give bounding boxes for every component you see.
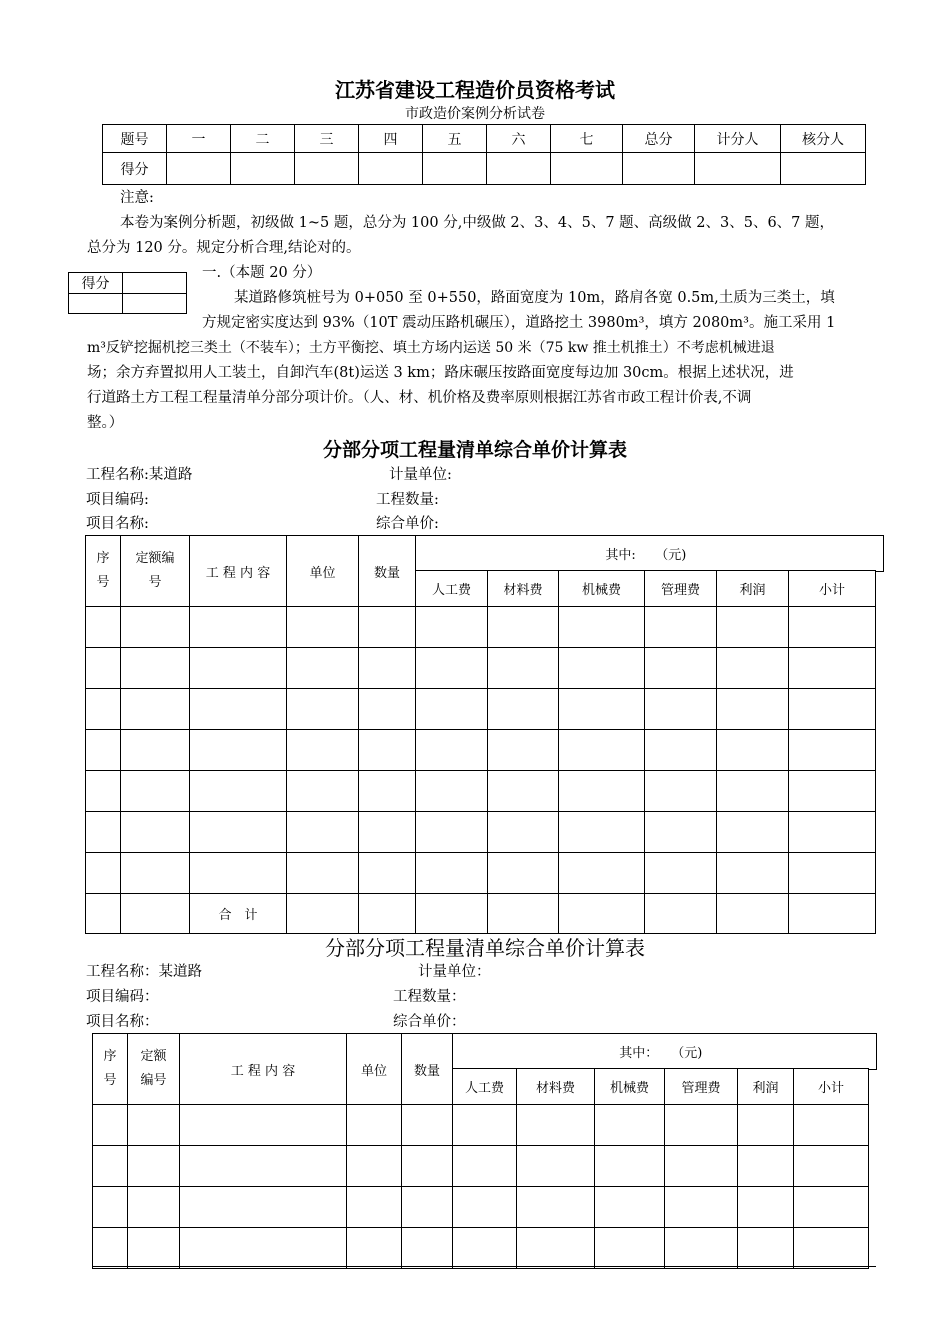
question-line-2: 方规定密实度达到 93%（10T 震动压路机碾压），道路挖土 3980m³，填方 2080m³。施工采用 1 <box>202 315 836 331</box>
col-seq: 序号 <box>93 1034 128 1105</box>
score-input-cell[interactable] <box>623 153 695 185</box>
table-cell[interactable] <box>287 771 359 812</box>
col-group-breakdown: 其中: （元) <box>416 536 876 571</box>
table-cell[interactable] <box>794 1187 869 1228</box>
table-cell[interactable] <box>287 607 359 648</box>
table-cell[interactable] <box>559 853 645 894</box>
score-input-cell[interactable] <box>695 153 781 185</box>
calc2-qty-label: 工程数量： <box>393 989 466 1005</box>
table-cell[interactable] <box>488 812 559 853</box>
table-cell[interactable] <box>86 894 121 934</box>
table-cell[interactable] <box>789 607 876 648</box>
table-cell[interactable] <box>645 812 717 853</box>
table-row <box>86 771 876 812</box>
table-cell[interactable] <box>180 1105 347 1146</box>
table-cell[interactable] <box>416 689 488 730</box>
calc2-price-label: 综合单价： <box>393 1014 466 1030</box>
table-cell[interactable] <box>645 853 717 894</box>
table-cell[interactable] <box>121 853 190 894</box>
table-row <box>86 812 876 853</box>
table-cell[interactable] <box>517 1146 595 1187</box>
calc1-group-box-edge <box>875 535 884 572</box>
table-cell[interactable] <box>416 730 488 771</box>
score-header-cell: 三 <box>295 125 359 153</box>
notes-line-1: 本卷为案例分析题，初级做 1~5 题，总分为 100 分,中级做 2、3、4、5、7 题、高级做 2、3、5、6、7 题， <box>120 215 835 231</box>
table-cell[interactable] <box>645 607 717 648</box>
table-cell[interactable] <box>121 607 190 648</box>
table-cell[interactable] <box>121 689 190 730</box>
table-row <box>86 730 876 771</box>
calc2-group-box-edge <box>868 1033 877 1070</box>
table-cell[interactable] <box>128 1228 180 1269</box>
col-labor: 人工费 <box>416 571 488 607</box>
table-cell[interactable] <box>794 1228 869 1269</box>
table-cell[interactable] <box>488 730 559 771</box>
table-cell[interactable] <box>595 1105 665 1146</box>
score-input-cell[interactable] <box>487 153 551 185</box>
notes-label: 注意: <box>120 190 154 206</box>
table-cell[interactable] <box>347 1146 402 1187</box>
table-cell[interactable] <box>180 1187 347 1228</box>
table-cell[interactable] <box>180 1228 347 1269</box>
table-cell[interactable] <box>717 648 789 689</box>
question-line-1: 某道路修筑桩号为 0+050 至 0+550，路面宽度为 10m，路肩各宽 0.5m,土质为三类土，填 <box>234 290 835 306</box>
table-cell[interactable] <box>287 648 359 689</box>
table-cell[interactable] <box>287 812 359 853</box>
calc2-unit-label: 计量单位： <box>418 964 491 980</box>
table-cell[interactable] <box>86 607 121 648</box>
col-machine: 机械费 <box>595 1069 665 1105</box>
table-cell[interactable] <box>645 689 717 730</box>
calc-table-2 <box>92 1033 869 1269</box>
table-cell[interactable] <box>488 607 559 648</box>
table-cell[interactable] <box>717 607 789 648</box>
total-label: 合 计 <box>190 894 287 934</box>
table-cell[interactable] <box>517 1105 595 1146</box>
col-subtotal: 小计 <box>794 1069 869 1105</box>
table-cell[interactable] <box>190 689 287 730</box>
score-row-label: 得分 <box>103 153 167 185</box>
page-subtitle: 市政造价案例分析试卷 <box>405 106 545 122</box>
col-material: 材料费 <box>488 571 559 607</box>
table-cell[interactable] <box>359 607 416 648</box>
table-row <box>93 1187 869 1228</box>
calc-table-1-title: 分部分项工程量清单综合单价计算表 <box>322 439 627 461</box>
calc2-item-label: 项目名称： <box>86 1014 159 1030</box>
table-cell[interactable] <box>665 1146 738 1187</box>
score-input-cell[interactable] <box>167 153 231 185</box>
calc2-project-name: 工程名称：某道路 <box>86 964 202 980</box>
table-cell[interactable] <box>190 812 287 853</box>
table-cell[interactable] <box>559 771 645 812</box>
table-cell[interactable] <box>488 771 559 812</box>
table-cell[interactable] <box>789 730 876 771</box>
score-header-cell: 五 <box>423 125 487 153</box>
score-input-cell[interactable] <box>781 153 866 185</box>
table-cell[interactable] <box>665 1228 738 1269</box>
table-cell[interactable] <box>789 771 876 812</box>
table-cell[interactable] <box>517 1187 595 1228</box>
table-cell[interactable] <box>93 1187 128 1228</box>
calc-table-2-title: 分部分项工程量清单综合单价计算表 <box>325 936 645 960</box>
calc1-code-label: 项目编码: <box>86 492 149 508</box>
table-cell[interactable] <box>453 1228 517 1269</box>
col-qty: 数量 <box>402 1034 453 1105</box>
table-cell[interactable] <box>665 1105 738 1146</box>
table-cell[interactable] <box>359 730 416 771</box>
score-table <box>102 124 866 185</box>
table-row <box>86 689 876 730</box>
table-cell[interactable] <box>738 1105 794 1146</box>
table-row <box>93 1105 869 1146</box>
table-cell[interactable] <box>190 730 287 771</box>
table-cell[interactable] <box>347 1187 402 1228</box>
table-row <box>86 607 876 648</box>
table-cell[interactable] <box>453 1105 517 1146</box>
table-cell[interactable] <box>645 894 717 934</box>
table-cell[interactable] <box>517 1228 595 1269</box>
table-cell[interactable] <box>86 648 121 689</box>
question-score-label: 得分 <box>69 273 123 294</box>
question-score-blank[interactable] <box>69 294 123 314</box>
score-header-cell: 核分人 <box>781 125 866 153</box>
table-cell[interactable] <box>717 730 789 771</box>
table-cell[interactable] <box>416 853 488 894</box>
table-cell[interactable] <box>416 771 488 812</box>
col-quota: 定额编号 <box>121 536 190 607</box>
table-cell[interactable] <box>86 771 121 812</box>
col-unit: 单位 <box>287 536 359 607</box>
table-cell[interactable] <box>488 648 559 689</box>
table-cell[interactable] <box>287 730 359 771</box>
col-qty: 数量 <box>359 536 416 607</box>
table-cell[interactable] <box>190 771 287 812</box>
col-quota: 定额编号 <box>128 1034 180 1105</box>
col-profit: 利润 <box>738 1069 794 1105</box>
calc1-price-label: 综合单价: <box>376 516 439 532</box>
table-cell[interactable] <box>190 853 287 894</box>
table-cell[interactable] <box>717 812 789 853</box>
table-cell[interactable] <box>128 1146 180 1187</box>
table-cell[interactable] <box>559 894 645 934</box>
col-labor: 人工费 <box>453 1069 517 1105</box>
table-cell[interactable] <box>86 812 121 853</box>
table-cell[interactable] <box>717 771 789 812</box>
table-row <box>93 1146 869 1187</box>
calc1-project-name: 工程名称:某道路 <box>86 467 193 483</box>
table-cell[interactable] <box>416 894 488 934</box>
table-cell[interactable] <box>717 894 789 934</box>
table-cell[interactable] <box>359 689 416 730</box>
col-machine: 机械费 <box>559 571 645 607</box>
col-subtotal: 小计 <box>789 571 876 607</box>
table-cell[interactable] <box>738 1187 794 1228</box>
calc2-code-label: 项目编码： <box>86 989 159 1005</box>
table-cell[interactable] <box>287 689 359 730</box>
table-cell[interactable] <box>121 771 190 812</box>
table-cell[interactable] <box>789 648 876 689</box>
table-cell[interactable] <box>402 1187 453 1228</box>
table-cell[interactable] <box>645 730 717 771</box>
score-header-cell: 题号 <box>103 125 167 153</box>
table-cell[interactable] <box>645 771 717 812</box>
table-cell[interactable] <box>416 607 488 648</box>
table-row <box>86 648 876 689</box>
table-cell[interactable] <box>416 648 488 689</box>
table-cell[interactable] <box>789 894 876 934</box>
table-cell[interactable] <box>359 648 416 689</box>
calc1-item-label: 项目名称: <box>86 516 149 532</box>
table-cell[interactable] <box>789 853 876 894</box>
calc1-body <box>86 607 876 894</box>
page-title: 江苏省建设工程造价员资格考试 <box>335 78 615 102</box>
table-cell[interactable] <box>190 648 287 689</box>
table-cell[interactable] <box>789 812 876 853</box>
table-cell[interactable] <box>359 853 416 894</box>
table-cell[interactable] <box>789 689 876 730</box>
table-cell[interactable] <box>347 1228 402 1269</box>
table-cell[interactable] <box>559 689 645 730</box>
question-line-3: m³反铲挖掘机挖三类土（不装车）；土方平衡挖、填土方场内运送 50 米（75 kw 推土机推土）不考虑机械进退 <box>87 340 775 356</box>
table-cell[interactable] <box>359 812 416 853</box>
score-header-cell: 一 <box>167 125 231 153</box>
table-cell[interactable] <box>287 853 359 894</box>
table-cell[interactable] <box>128 1105 180 1146</box>
question-score-blank[interactable] <box>123 273 187 294</box>
calc2-bottom-line <box>92 1266 876 1267</box>
table-cell[interactable] <box>347 1105 402 1146</box>
table-cell[interactable] <box>359 771 416 812</box>
col-material: 材料费 <box>517 1069 595 1105</box>
table-cell[interactable] <box>121 648 190 689</box>
table-cell[interactable] <box>717 853 789 894</box>
table-cell[interactable] <box>559 607 645 648</box>
table-cell[interactable] <box>402 1146 453 1187</box>
table-cell[interactable] <box>665 1187 738 1228</box>
notes-line-2: 总分为 120 分。规定分析合理,结论对的。 <box>87 240 361 256</box>
table-row <box>86 853 876 894</box>
table-cell[interactable] <box>359 894 416 934</box>
score-input-cell[interactable] <box>551 153 623 185</box>
table-row <box>93 1228 869 1269</box>
table-cell[interactable] <box>794 1105 869 1146</box>
question-line-5: 行道路土方工程工程量清单分部分项计价。（人、材、机价格及费率原则根据江苏省市政工程计价表,不调 <box>87 390 752 406</box>
table-cell[interactable] <box>121 812 190 853</box>
table-cell[interactable] <box>180 1146 347 1187</box>
col-profit: 利润 <box>717 571 789 607</box>
table-cell[interactable] <box>738 1228 794 1269</box>
table-cell[interactable] <box>488 689 559 730</box>
table-cell[interactable] <box>595 1187 665 1228</box>
question-line-4: 场；余方弃置拟用人工装土，自卸汽车(8t)运送 3 km；路床碾压按路面宽度每边加 30cm。根据上述状况，进 <box>87 365 794 381</box>
table-cell[interactable] <box>794 1146 869 1187</box>
calc1-qty-label: 工程数量: <box>376 492 439 508</box>
score-input-cell[interactable] <box>295 153 359 185</box>
table-cell[interactable] <box>93 1146 128 1187</box>
table-cell[interactable] <box>86 730 121 771</box>
col-seq: 序号 <box>86 536 121 607</box>
table-cell[interactable] <box>488 853 559 894</box>
table-cell[interactable] <box>453 1187 517 1228</box>
col-content: 工 程 内 容 <box>190 536 287 607</box>
table-cell[interactable] <box>488 894 559 934</box>
col-management: 管理费 <box>665 1069 738 1105</box>
calc2-body <box>93 1105 869 1269</box>
question-score-box <box>68 272 187 314</box>
score-header-cell: 六 <box>487 125 551 153</box>
table-cell[interactable] <box>559 812 645 853</box>
table-cell[interactable] <box>645 648 717 689</box>
table-cell[interactable] <box>453 1146 517 1187</box>
score-input-cell[interactable] <box>359 153 423 185</box>
table-cell[interactable] <box>128 1187 180 1228</box>
score-header-cell: 二 <box>231 125 295 153</box>
question-line-6: 整。） <box>87 415 124 431</box>
score-header-cell: 总分 <box>623 125 695 153</box>
table-cell[interactable] <box>121 730 190 771</box>
calc-table-1 <box>85 535 876 934</box>
table-cell[interactable] <box>559 730 645 771</box>
table-cell[interactable] <box>416 812 488 853</box>
col-management: 管理费 <box>645 571 717 607</box>
table-cell[interactable] <box>287 894 359 934</box>
table-cell[interactable] <box>402 1105 453 1146</box>
table-cell[interactable] <box>559 648 645 689</box>
score-input-cell[interactable] <box>231 153 295 185</box>
col-unit: 单位 <box>347 1034 402 1105</box>
col-content: 工 程 内 容 <box>180 1034 347 1105</box>
table-cell[interactable] <box>93 1228 128 1269</box>
score-header-cell: 七 <box>551 125 623 153</box>
score-header-cell: 四 <box>359 125 423 153</box>
table-cell[interactable] <box>121 894 190 934</box>
table-cell[interactable] <box>190 607 287 648</box>
table-cell[interactable] <box>402 1228 453 1269</box>
col-group-breakdown: 其中： （元) <box>453 1034 869 1069</box>
table-cell[interactable] <box>738 1146 794 1187</box>
table-cell[interactable] <box>717 689 789 730</box>
score-header-cell: 计分人 <box>695 125 781 153</box>
table-cell[interactable] <box>86 853 121 894</box>
score-input-cell[interactable] <box>423 153 487 185</box>
table-cell[interactable] <box>93 1105 128 1146</box>
table-cell[interactable] <box>595 1146 665 1187</box>
calc1-unit-label: 计量单位: <box>389 467 452 483</box>
table-cell[interactable] <box>595 1228 665 1269</box>
question-score-blank[interactable] <box>123 294 187 314</box>
table-cell[interactable] <box>86 689 121 730</box>
question-heading: 一.（本题 20 分） <box>202 265 322 281</box>
